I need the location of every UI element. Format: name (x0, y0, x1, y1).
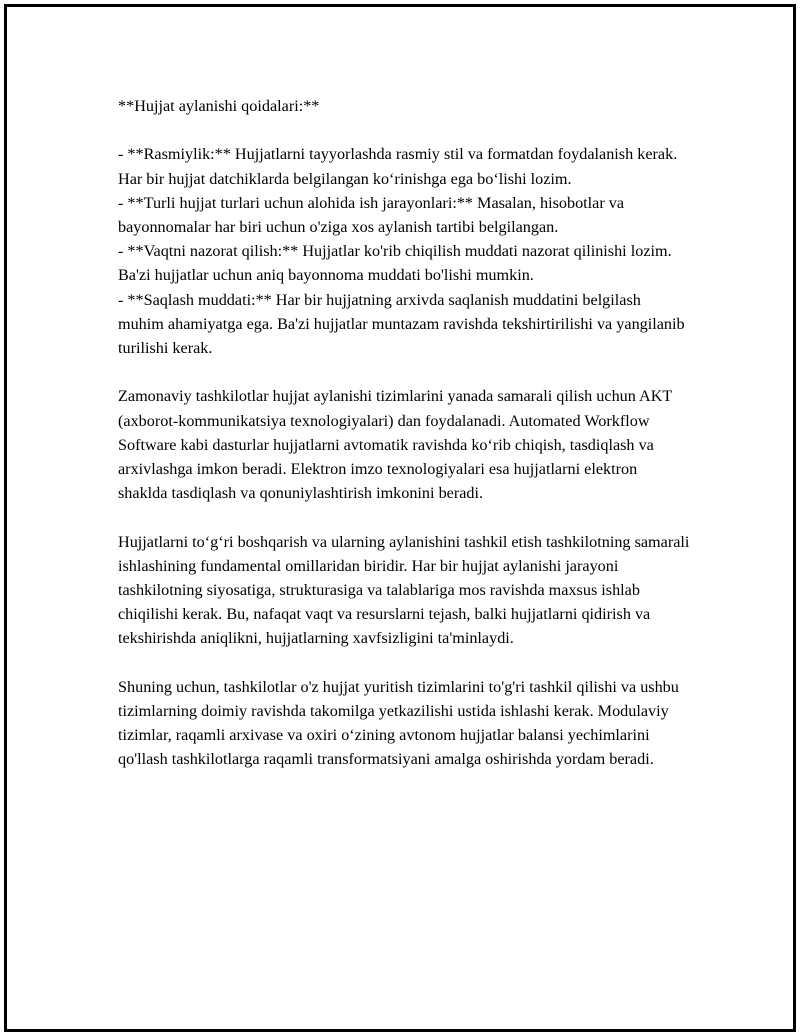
rule-item-workflows: - **Turli hujjat turlari uchun alohida ish jarayonlari:** Masalan, hisobotlar va bayonnomalar har biri uchun o'ziga xos aylanish tartibi belgilangan. (118, 193, 625, 236)
rules-list (118, 142, 690, 360)
rule-item-retention: - **Saqlash muddati:** Har bir hujjatning arxivda saqlanish muddatini belgilash muhim ahamiyatga ega. Ba'zi hujjatlar muntazam ravishda tekshirtirilishi va yangilanib turilishi kerak. (118, 290, 685, 358)
rule-item-formality: - **Rasmiylik:** Hujjatlarni tayyorlashda rasmiy stil va formatdan foydalanish kerak. Har bir hujjat datchiklarda belgilangan ko‘rinishga ega bo‘lishi lozim. (118, 145, 678, 188)
rule-item-time-control: - **Vaqtni nazorat qilish:** Hujjatlar ko'rib chiqilish muddati nazorat qilinishi lozim. Ba'zi hujjatlar uchun aniq bayonnoma muddati bo'lishi mumkin. (118, 242, 672, 285)
document-body (118, 94, 690, 772)
spacer (118, 118, 690, 142)
spacer (118, 505, 690, 529)
paragraph-modern-systems: Zamonaviy tashkilotlar hujjat aylanishi tizimlarini yanada samarali qilish uchun AKT (axborot-kommunikatsiya texnologiyalari) dan foydalanadi. Automated Workflow Software kabi dasturlar hujjatlarni avtomatik ravishda ko‘rib chiqish, tasdiqlash va arxivlashga imkon beradi. Elektron imzo texnologiyalari esa hujjatlarni elektron shaklda tasdiqlash va qonuniylashtirish imkonini beradi. (118, 387, 672, 503)
paragraph-conclusion: Shuning uchun, tashkilotlar o'z hujjat yuritish tizimlarini to'g'ri tashkil qilishi va ushbu tizimlarning doimiy ravishda takomilga yetkazilishi ustida ishlashi kerak. Modulaviy tizimlar, raqamli arxivase va oxiri o‘zining avtonom hujjatlar balansi yechimlarini qo'llash tashkilotlarga raqamli transformatsiyani amalga oshirishda yordam beradi. (118, 677, 679, 769)
spacer (118, 651, 690, 675)
spacer (118, 360, 690, 384)
paragraph-management: Hujjatlarni to‘g‘ri boshqarish va ularning aylanishini tashkil etish tashkilotning samarali ishlashining fundamental omillaridan biridir. Har bir hujjat aylanishi jarayoni tashkilotning siyosatiga, strukturasiga va talablariga mos ravishda maxsus ishlab chiqilishi kerak. Bu, nafaqat vaqt va resurslarni tejash, balki hujjatlarni qidirish va tekshirishda aniqlikni, hujjatlarning xavfsizligini ta'minlaydi. (118, 532, 690, 648)
section-heading: **Hujjat aylanishi qoidalari:** (118, 97, 320, 115)
